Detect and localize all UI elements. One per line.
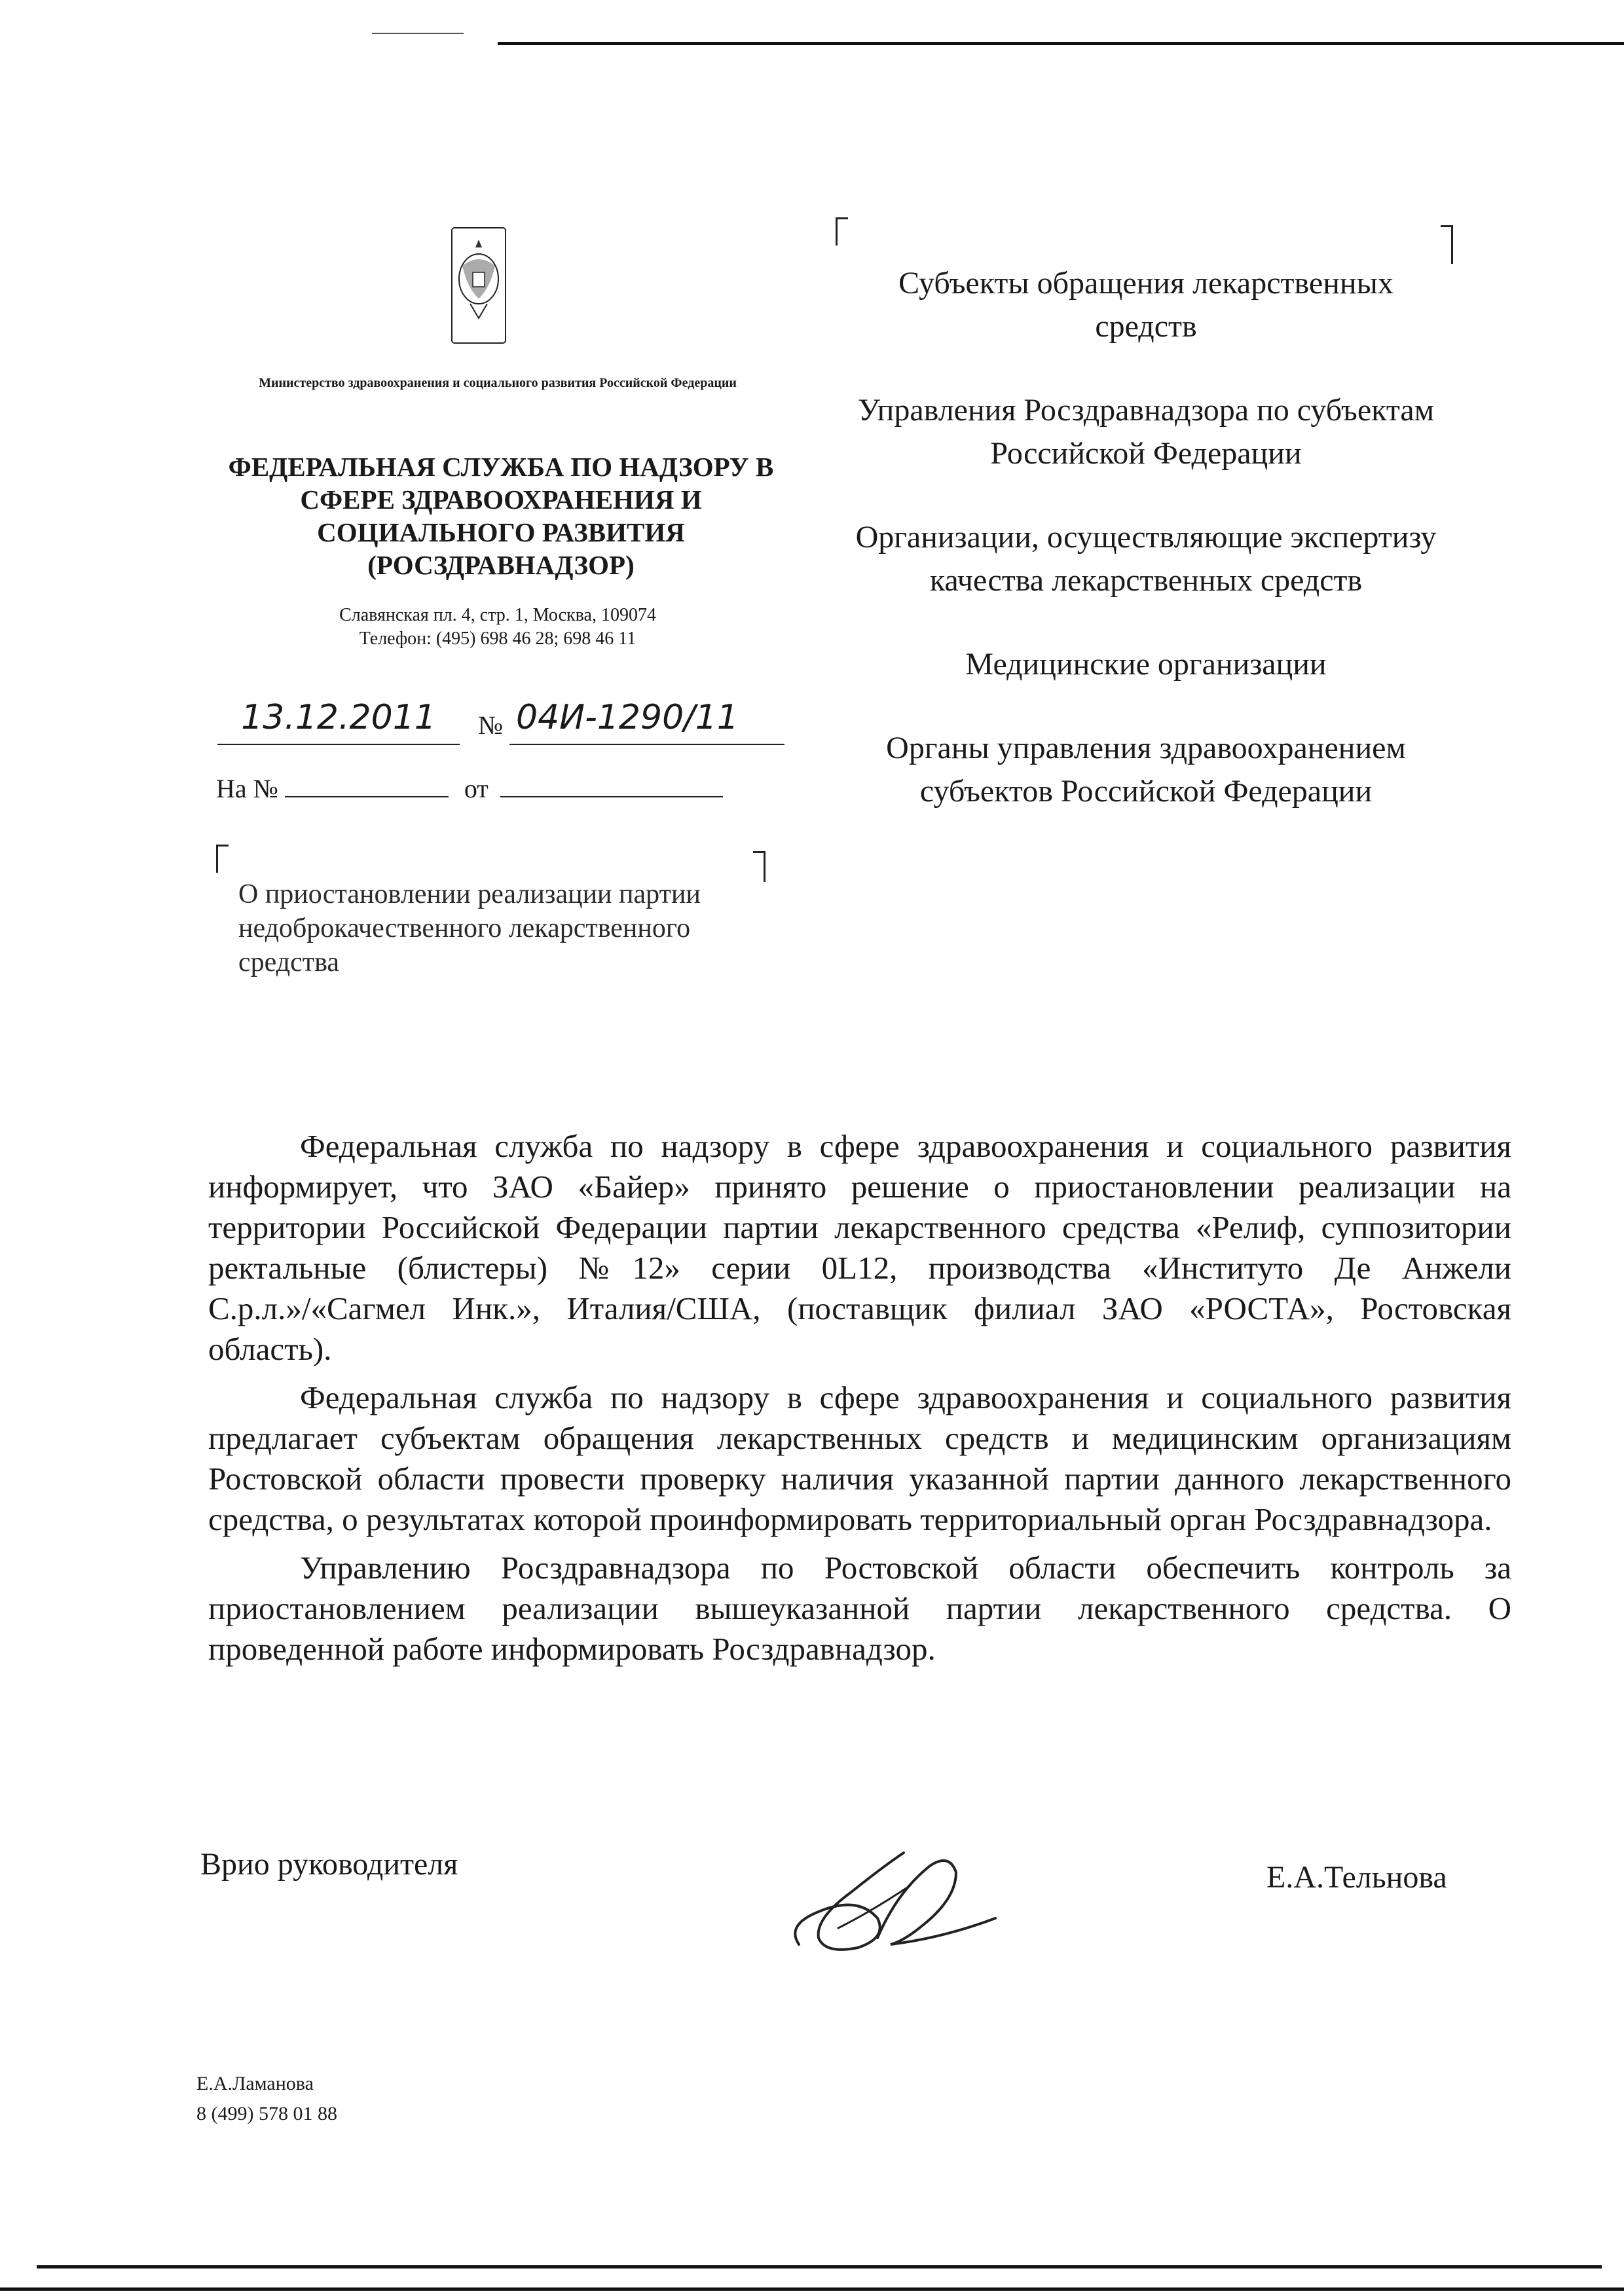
reference-number-blank — [285, 773, 449, 797]
subject-line: О приостановлении реализации партии недоброкачественного лекарственного средства — [238, 879, 701, 977]
addressee-bracket-right — [1441, 225, 1453, 264]
subject-bracket-left — [216, 845, 229, 873]
signatory-name: Е.А.Тельнова — [1266, 1860, 1447, 1895]
executor-phone: 8 (499) 578 01 88 — [196, 2103, 337, 2124]
registration-line — [211, 698, 774, 750]
agency-address — [249, 604, 747, 651]
body-paragraph: Управлению Росздравнадзора по Ростовской области обеспечить контроль за приостановлением реализации вышеуказанной партии лекарственного средства. О проведенной работе информировать Росздравнадзор. — [208, 1550, 1511, 1667]
letter-body — [208, 1126, 1511, 1677]
addressee-list — [851, 262, 1441, 854]
address-line: Славянская пл. 4, стр. 1, Москва, 109074 — [339, 605, 656, 625]
scan-border-top — [498, 42, 1624, 45]
registration-date: 13.12.2011 — [217, 698, 460, 745]
coat-of-arms-icon — [451, 227, 507, 344]
addressee-item: Органы управления здравоохранением субъектов Российской Федерации — [886, 731, 1406, 809]
scan-border-bottom — [37, 2265, 1602, 2269]
addressee-item: Медицинские организации — [965, 647, 1327, 682]
reference-number-label: На № — [216, 774, 278, 803]
handwritten-signature-icon — [779, 1813, 1002, 1971]
addressee-item: Субъекты обращения лекарственных средств — [898, 266, 1393, 344]
addressee-bracket-left — [836, 217, 848, 246]
addressee-item: Организации, осуществляющие экспертизу качества лекарственных средств — [855, 520, 1437, 598]
registration-number-label: № — [478, 710, 504, 740]
addressee-item: Управления Росздравнадзора по субъектам Российской Федерации — [857, 393, 1435, 471]
agency-name: ФЕДЕРАЛЬНАЯ СЛУЖБА ПО НАДЗОРУ В СФЕРЕ ЗДРАВООХРАНЕНИЯ И СОЦИАЛЬНОГО РАЗВИТИЯ (РОСЗДРАВНАДЗОР) — [228, 452, 774, 580]
executor-name: Е.А.Ламанова — [196, 2073, 314, 2094]
scan-border-bottom-2 — [0, 2287, 1624, 2291]
ministry-name: Министерство здравоохранения и социального развития Российской Федерации — [259, 376, 737, 390]
reference-from-label: от — [464, 774, 489, 803]
scan-border-top-dashed — [372, 33, 464, 34]
phone-line: Телефон: (495) 698 46 28; 698 46 11 — [359, 629, 637, 649]
body-paragraph: Федеральная служба по надзору в сфере здравоохранения и социального развития информирует, что ЗАО «Байер» принято решение о приостановлении реализации на территории Российской Федерации партии лекарственного средства «Релиф, суппозитории ректальные (блистеры) №12» серии 0L12, производства «Институто Де Анжели С.р.л.»/«Сагмел Инк.», Италия/США, (поставщик филиал ЗАО «РОСТА», Ростовская область). — [208, 1128, 1511, 1367]
registration-number: 04И-1290/11 — [509, 698, 784, 745]
reference-line — [216, 773, 779, 804]
signatory-title: Врио руководителя — [200, 1847, 458, 1882]
executor-info — [196, 2069, 337, 2129]
reference-date-blank — [500, 773, 723, 797]
body-paragraph: Федеральная служба по надзору в сфере здравоохранения и социального развития предлагает субъектам обращения лекарственных средств и медицинским организациям Ростовской области провести проверку наличия указанной партии данного лекарственного средства, о результатах которой проинформировать территориальный орган Росздравнадзора. — [208, 1379, 1511, 1537]
